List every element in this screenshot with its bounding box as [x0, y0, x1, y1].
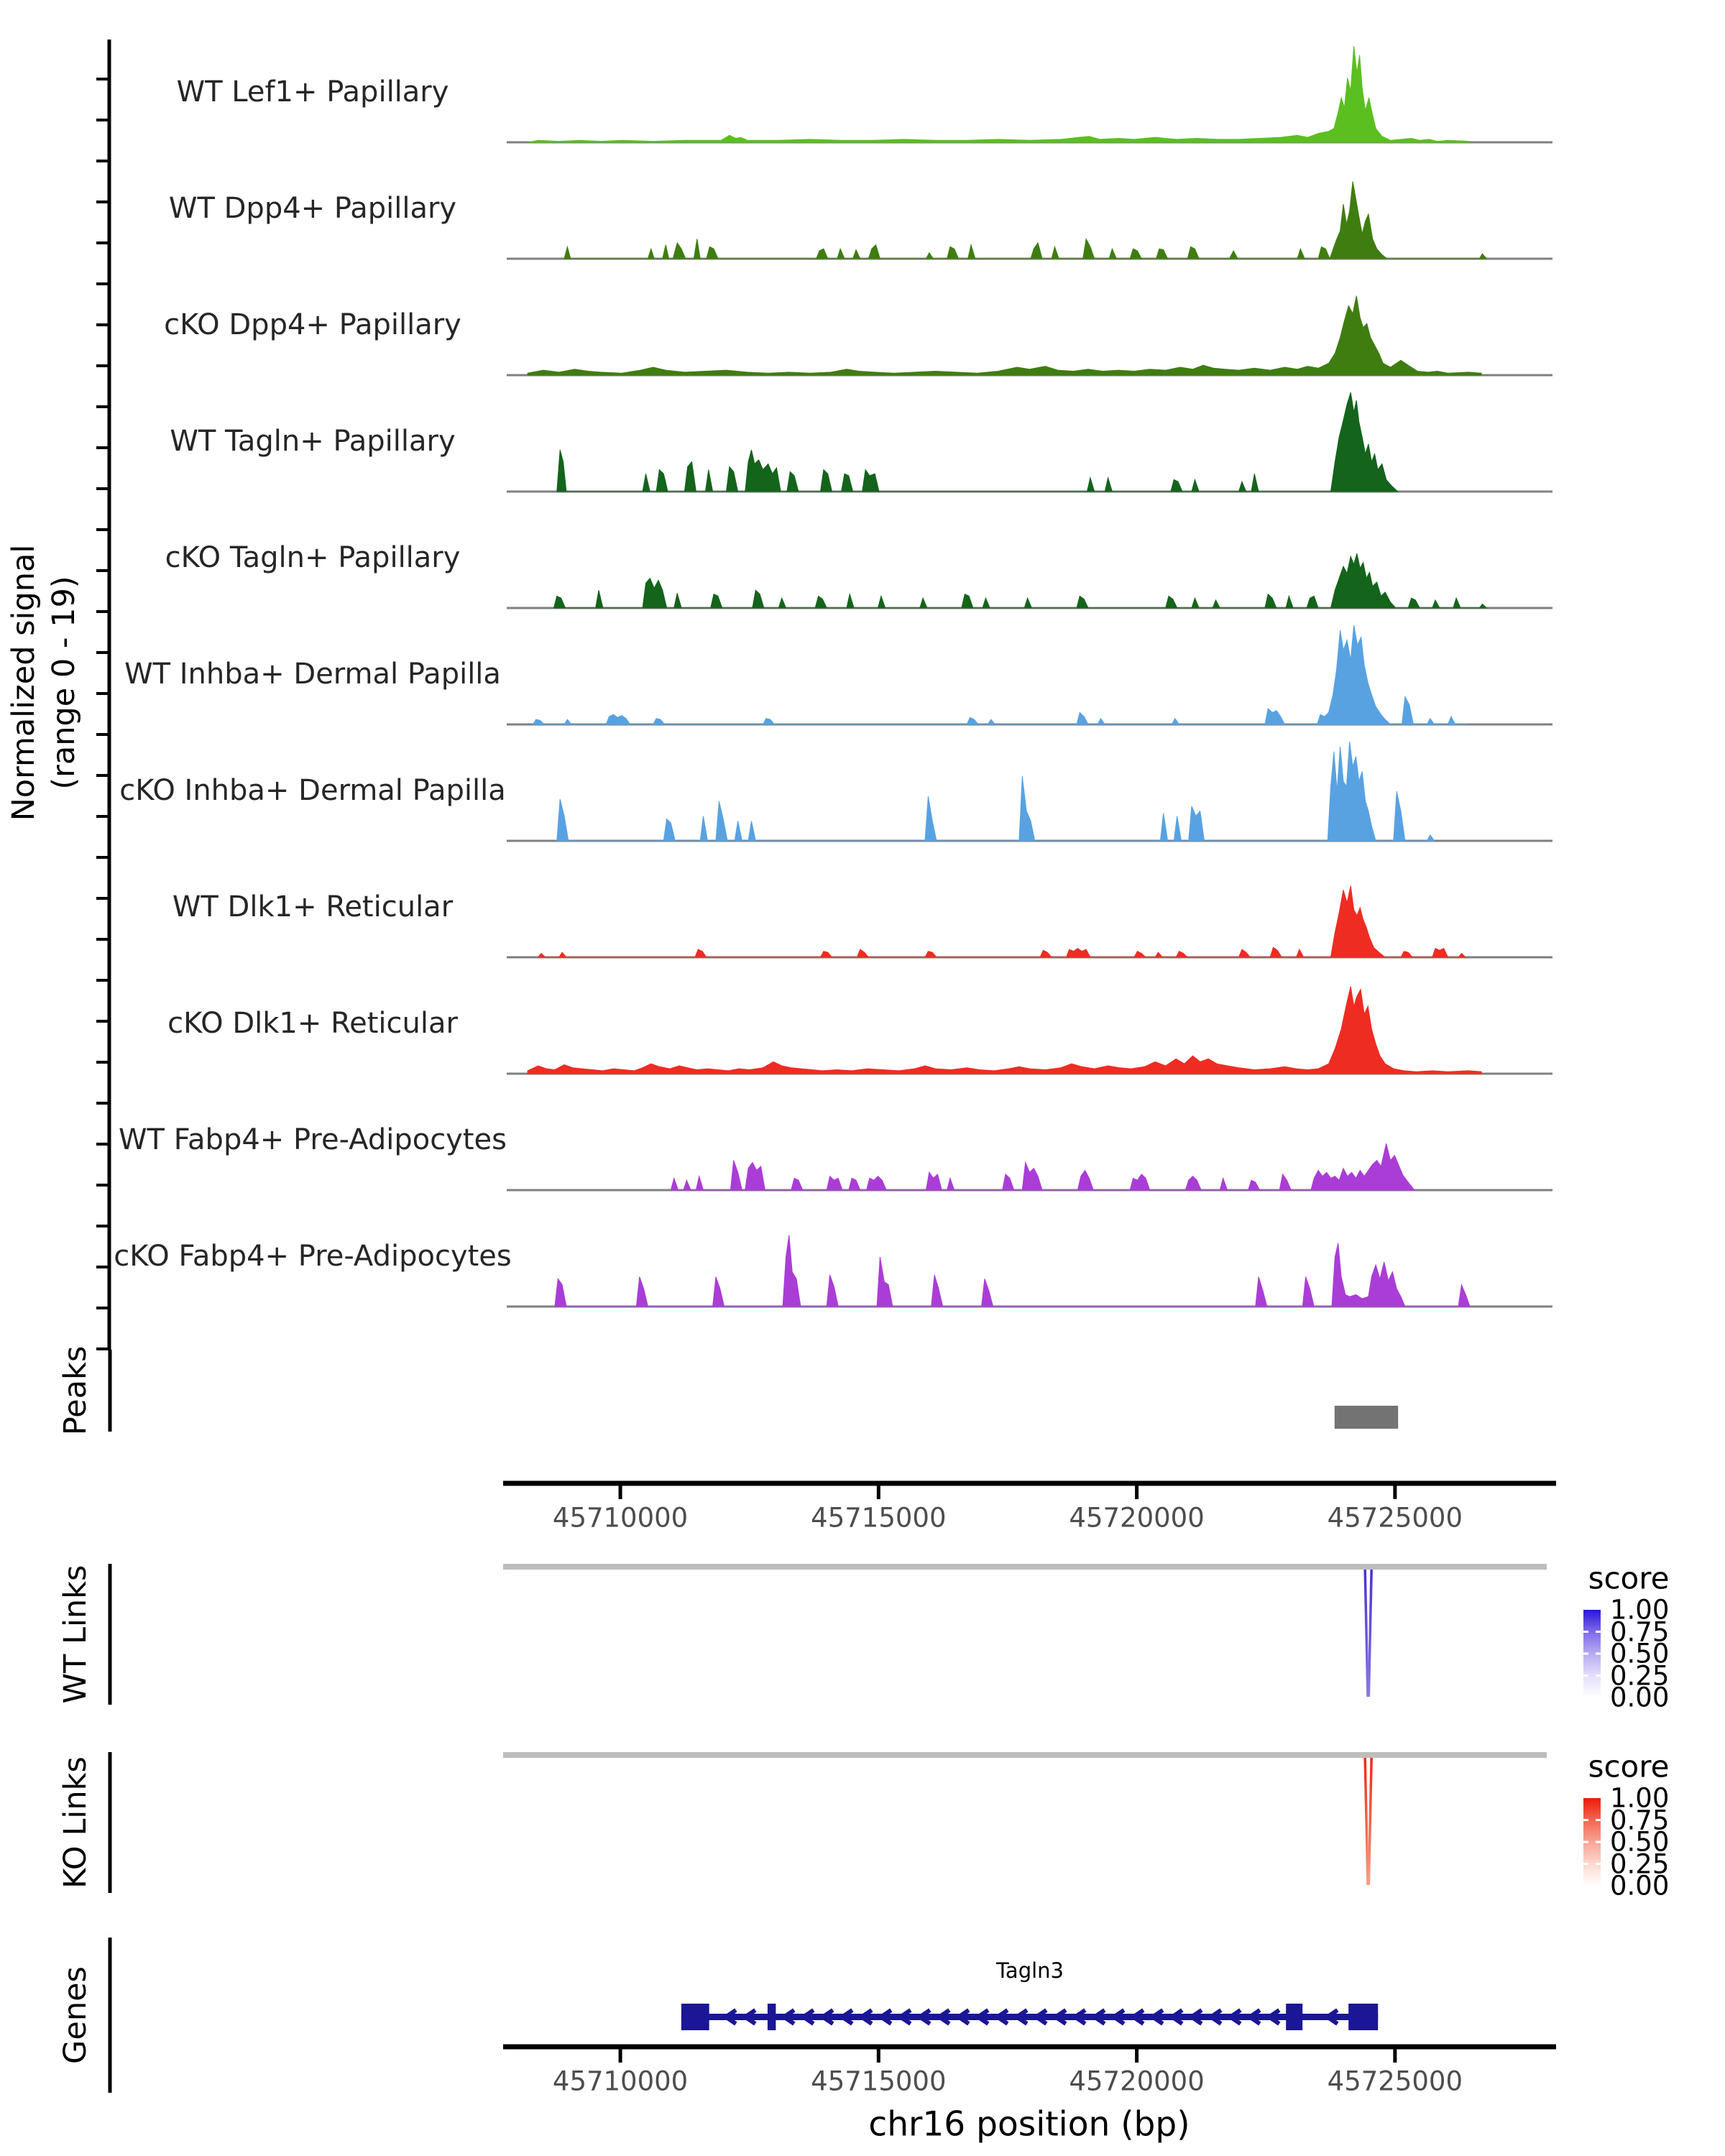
legend-tick-label: 0.75 — [1610, 1616, 1670, 1647]
gene-name-label: Tagln3 — [996, 1958, 1064, 1983]
legend-tick-mark — [1583, 1631, 1588, 1633]
legend-tick-label: 0.50 — [1610, 1826, 1670, 1858]
legend-tick-mark — [1596, 1674, 1601, 1677]
genes-panel-label: Genes — [58, 1966, 93, 2064]
x-axis-title: chr16 position (bp) — [868, 2104, 1190, 2145]
signal-area — [533, 625, 1468, 724]
track-label: cKO Inhba+ Dermal Papilla — [119, 774, 506, 807]
y-axis-label-line1: Normalized signal — [6, 544, 42, 821]
signal-area — [528, 46, 1469, 142]
legend-tick-mark — [1596, 1819, 1601, 1821]
signal-area — [557, 392, 1398, 492]
wt-links-panel-label: WT Links — [58, 1565, 93, 1704]
track-label: cKO Dpp4+ Papillary — [164, 308, 461, 341]
legend-tick-mark — [1596, 1841, 1601, 1843]
legend-tick-label: 0.25 — [1610, 1848, 1670, 1879]
legend-tick-label: 0.00 — [1610, 1870, 1670, 1902]
signal-area — [528, 296, 1481, 375]
signal-area — [671, 1143, 1414, 1190]
track-label: cKO Fabp4+ Pre-Adipocytes — [114, 1240, 512, 1273]
track-label: cKO Dlk1+ Reticular — [167, 1007, 458, 1040]
signal-area — [564, 181, 1486, 259]
gene-exon — [1348, 2004, 1378, 2030]
legend-tick-mark — [1583, 1674, 1588, 1677]
link-curve — [1368, 1570, 1371, 1697]
ko-score-legend-title: score — [1588, 1749, 1670, 1784]
legend-tick-mark — [1583, 1841, 1588, 1843]
track-label: WT Dpp4+ Papillary — [168, 192, 457, 225]
legend-tick-label: 0.75 — [1610, 1805, 1670, 1835]
ko-links-panel-label: KO Links — [58, 1756, 93, 1889]
legend-tick-label: 1.00 — [1610, 1782, 1670, 1814]
signal-area — [538, 886, 1466, 957]
x-tick-label: 45710000 — [552, 1502, 689, 1534]
track-label: WT Dlk1+ Reticular — [172, 890, 454, 923]
track-label: WT Inhba+ Dermal Papilla — [124, 658, 501, 691]
link-curve — [1365, 1758, 1368, 1885]
wt-score-legend-title: score — [1588, 1560, 1670, 1596]
signal-area — [554, 553, 1487, 608]
legend-tick-mark — [1596, 1863, 1601, 1865]
link-curve — [1365, 1570, 1368, 1697]
legend-tick-mark — [1583, 1653, 1588, 1655]
x-tick-label: 45720000 — [1069, 2065, 1205, 2097]
track-label: cKO Tagln+ Papillary — [165, 541, 461, 574]
x-tick-label: 45715000 — [811, 2065, 947, 2097]
x-tick-label: 45725000 — [1327, 1502, 1463, 1534]
x-tick-label: 45720000 — [1069, 1502, 1205, 1534]
legend-tick-label: 0.25 — [1610, 1660, 1670, 1691]
signal-area — [555, 1235, 1470, 1307]
x-tick-label: 45725000 — [1327, 2065, 1463, 2097]
legend-tick-mark — [1583, 1819, 1588, 1821]
track-label: WT Tagln+ Papillary — [170, 425, 456, 458]
legend-tick-mark — [1596, 1653, 1601, 1655]
y-axis-label-line2: (range 0 - 19) — [46, 576, 82, 790]
peak-interval-bar — [1335, 1406, 1398, 1429]
gene-exon — [1286, 2004, 1302, 2030]
track-label: WT Fabp4+ Pre-Adipocytes — [119, 1123, 507, 1156]
gene-exon — [681, 2004, 709, 2030]
signal-area — [557, 742, 1435, 841]
legend-tick-mark — [1583, 1863, 1588, 1865]
legend-tick-mark — [1596, 1631, 1601, 1633]
track-label: WT Lef1+ Papillary — [176, 75, 449, 109]
signal-area — [528, 987, 1481, 1074]
link-curve — [1368, 1758, 1371, 1885]
x-tick-label: 45715000 — [811, 1502, 947, 1534]
legend-tick-label: 0.00 — [1610, 1682, 1670, 1713]
peaks-panel-label: Peaks — [58, 1345, 93, 1436]
legend-tick-label: 1.00 — [1610, 1594, 1670, 1626]
x-tick-label: 45710000 — [552, 2065, 689, 2097]
legend-tick-label: 0.50 — [1610, 1638, 1670, 1669]
gene-exon — [768, 2004, 776, 2030]
